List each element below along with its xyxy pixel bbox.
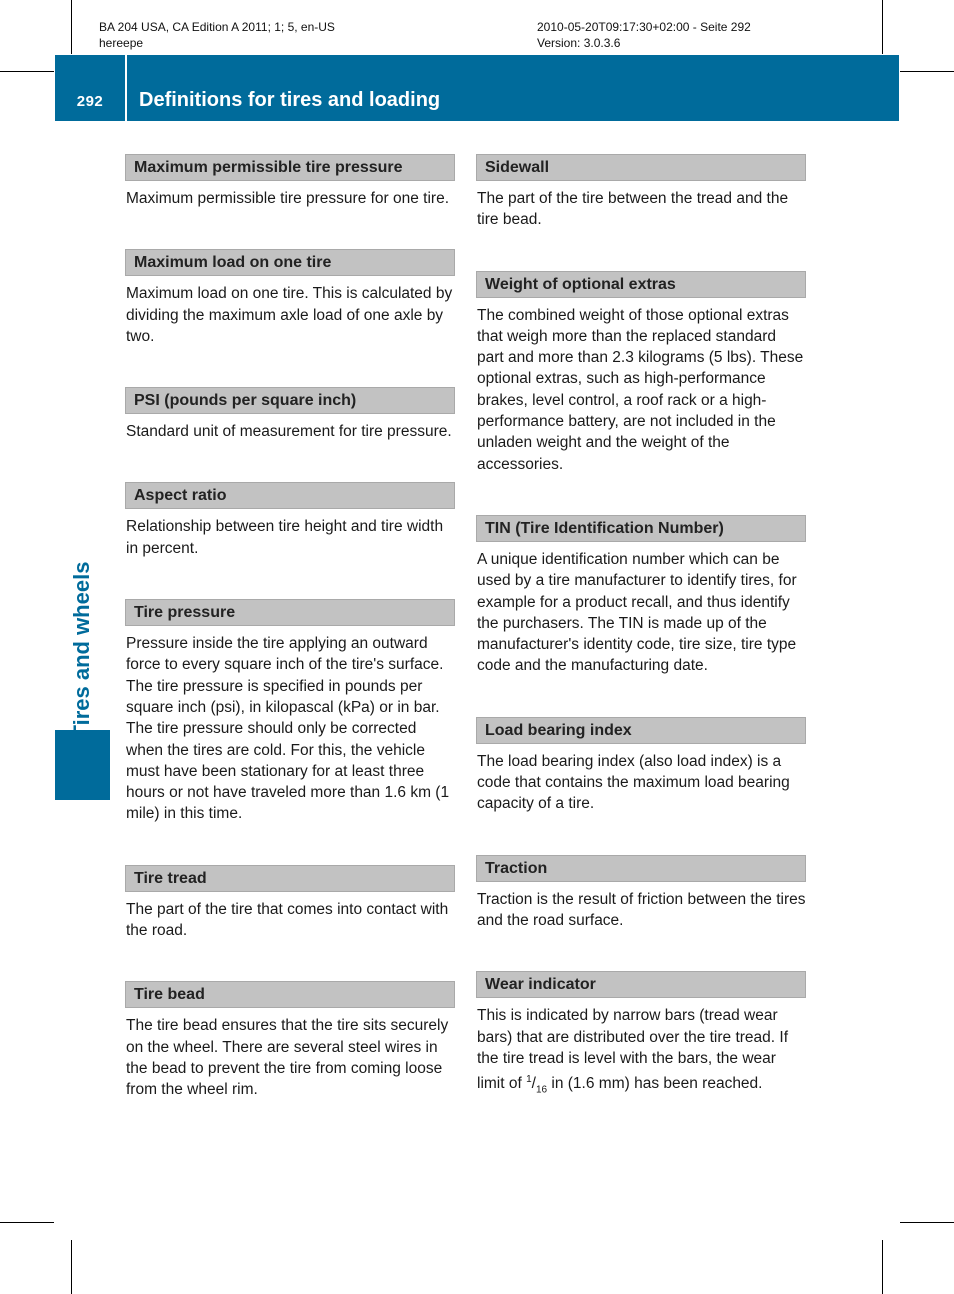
crop-mark xyxy=(0,1222,54,1223)
crop-mark xyxy=(0,71,54,72)
entry-title: TIN (Tire Identification Number) xyxy=(476,515,806,542)
crop-mark xyxy=(71,1240,72,1294)
entry-title: Wear indicator xyxy=(476,971,806,998)
entry-body: A unique identification number which can be used by a tire manufacturer to identify tires, for example for a product recall, and thus identify the purchasers. The TIN is made up of the manufacturer's identity code, tire size, tire type code and the manufacturing date. xyxy=(477,550,797,675)
entry-body xyxy=(477,1005,806,1100)
definition-entry xyxy=(125,154,455,209)
crop-mark xyxy=(900,1222,954,1223)
entry-title: Traction xyxy=(476,855,806,882)
entry-title: Tire tread xyxy=(125,865,455,892)
definition-entry xyxy=(125,387,455,442)
crop-mark xyxy=(71,0,72,54)
definition-entry xyxy=(476,971,806,1100)
print-meta-right xyxy=(537,19,751,51)
entry-body: Maximum load on one tire. This is calculated by dividing the maximum axle load of one axle by two. xyxy=(126,285,453,345)
definition-entry xyxy=(125,482,455,559)
definition-entry xyxy=(125,981,455,1100)
entry-body: The part of the tire that comes into contact with the road. xyxy=(126,900,449,940)
entry-title: Tire bead xyxy=(125,981,455,1008)
entry-body: The tire bead ensures that the tire sits securely on the wheel. There are several steel wires in the bead to prevent the tire from coming loose from the wheel rim. xyxy=(126,1017,449,1099)
entry-title: Load bearing index xyxy=(476,717,806,744)
definition-entry xyxy=(125,599,455,825)
side-tab-label: Tires and wheels xyxy=(69,561,94,739)
wear-body-text: This is indicated by narrow bars (tread wear bars) that are distributed over the tire tread. If the tire tread is level with the bars, the wear limit of xyxy=(477,1007,789,1093)
entry-title: Maximum permissible tire pressure xyxy=(125,154,455,181)
entry-title: Weight of optional extras xyxy=(476,271,806,298)
entry-body: Maximum permissible tire pressure for one tire. xyxy=(126,190,450,207)
entry-title: Sidewall xyxy=(476,154,806,181)
fraction-slash: / xyxy=(531,1075,536,1093)
definition-entry xyxy=(125,865,455,942)
crop-mark xyxy=(900,71,954,72)
print-meta-left xyxy=(99,19,335,51)
page-title: Definitions for tires and loading xyxy=(139,89,441,111)
entry-body: The combined weight of those optional extras that weigh more than the replaced standard part and more than 2.3 kilograms (5 lbs). These optional extras, such as high-performance brakes, level control, a roof rack or a high-performance battery, are not included in the unladen weight and the weight of the accessories. xyxy=(477,306,804,473)
entry-body: Standard unit of measurement for tire pressure. xyxy=(126,423,452,441)
meta-author: hereepe xyxy=(99,36,144,50)
entry-title: Tire pressure xyxy=(125,599,455,626)
crop-mark xyxy=(882,0,883,54)
fraction-denominator: 16 xyxy=(535,1084,548,1096)
side-tab-marker xyxy=(55,730,110,800)
definition-entry xyxy=(125,249,455,347)
entry-body: The part of the tire between the tread and the tire bead. xyxy=(477,190,789,229)
meta-timestamp: 2010-05-20T09:17:30+02:00 - Seite 292 xyxy=(537,20,751,34)
entry-title: Aspect ratio xyxy=(125,482,455,509)
entry-body: Relationship between tire height and tire width in percent. xyxy=(126,518,444,557)
wear-body-text-end: in (1.6 mm) has been reached. xyxy=(547,1075,763,1093)
meta-edition: BA 204 USA, CA Edition A 2011; 1; 5, en-US xyxy=(99,20,335,34)
definition-entry xyxy=(476,271,806,475)
entry-body: The load bearing index (also load index) is a code that contains the maximum load bearing capacity of a tire. xyxy=(477,752,790,813)
header-divider xyxy=(125,55,127,121)
definition-entry xyxy=(476,717,806,815)
definition-entry xyxy=(476,515,806,677)
right-column xyxy=(476,154,806,1101)
page-number: 292 xyxy=(76,93,104,110)
entry-body: Traction is the result of friction between the tires and the road surface. xyxy=(477,890,806,929)
fraction-numerator: 1 xyxy=(526,1074,532,1086)
meta-version: Version: 3.0.3.6 xyxy=(537,36,621,50)
entry-title: PSI (pounds per square inch) xyxy=(125,387,455,414)
definition-entry xyxy=(476,154,806,231)
definition-entry xyxy=(476,855,806,932)
entry-title: Maximum load on one tire xyxy=(125,249,455,276)
entry-body: Pressure inside the tire applying an outward force to every square inch of the tire's surface. The tire pressure is specified in pounds per square inch (psi), in kilopascal (kPa) or in bar. The tire pressure should only be corrected when the tires are cold. For this, the vehicle must have been stationary for at least three hours or not have traveled more than 1.6 km (1 mile) in this time. xyxy=(126,635,450,823)
crop-mark xyxy=(882,1240,883,1294)
left-column xyxy=(125,154,455,1101)
